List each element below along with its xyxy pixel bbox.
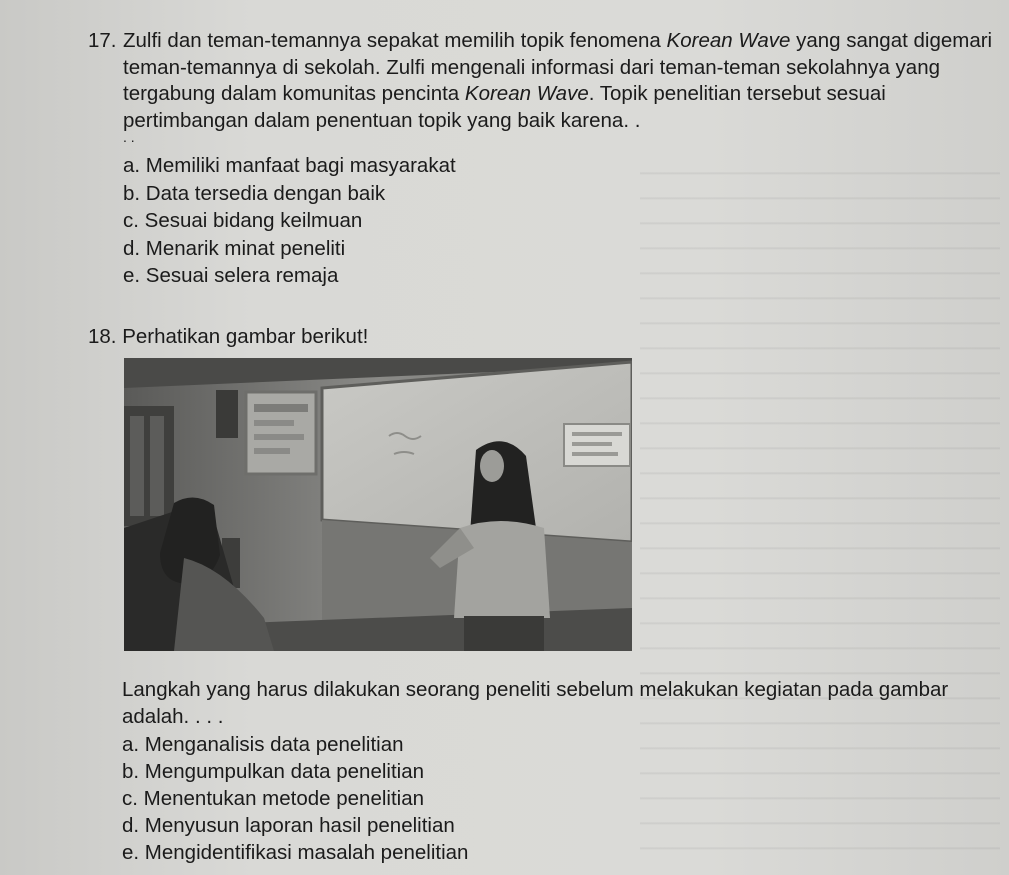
option-18-c[interactable]: c. Menentukan metode penelitian	[122, 787, 425, 810]
option-18-b[interactable]: b. Mengumpulkan data penelitian	[122, 760, 425, 783]
option-18-a[interactable]: a. Menganalisis data penelitian	[122, 733, 404, 756]
question-17-number: 17.	[88, 29, 117, 52]
question-17-stem: Zulfi dan teman-temannya sepakat memilih topik fenomena Korean Wave yang sangat digemari teman-temannya di sekolah. Zulfi mengenali informasi dari teman-teman sekolahnya yang tergabung dalam komunitas pencinta Korean Wave. Topik penelitian tersebut sesuai pertimbangan dalam penentuan topik yang baik karena. .	[123, 29, 993, 132]
option-17-d[interactable]: d. Menarik minat peneliti	[123, 236, 346, 260]
option-17-b[interactable]: b. Data tersedia dengan baik	[123, 181, 386, 205]
question-18-intro: Perhatikan gambar berikut!	[122, 325, 369, 348]
classroom-photo	[124, 358, 632, 651]
classroom-photo-illustration	[124, 358, 632, 651]
option-17-c[interactable]: c. Sesuai bidang keilmuan	[123, 209, 363, 232]
question-18-body	[122, 677, 992, 866]
question-18	[88, 324, 993, 351]
option-17-e[interactable]: e. Sesuai selera remaja	[123, 264, 339, 287]
question-17	[88, 28, 993, 290]
option-18-d[interactable]: d. Menyusun laporan hasil penelitian	[122, 814, 455, 837]
question-17-trailing-dots: . .	[123, 129, 135, 145]
option-17-a[interactable]: a. Memiliki manfaat bagi masyarakat	[123, 154, 456, 177]
option-18-e[interactable]: e. Mengidentifikasi masalah penelitian	[122, 841, 469, 864]
question-18-stem: Langkah yang harus dilakukan seorang peneliti sebelum melakukan kegiatan pada gambar adalah. . . .	[122, 678, 949, 728]
question-18-options	[122, 731, 992, 866]
question-18-number: 18.	[88, 325, 117, 348]
question-17-options	[123, 152, 993, 290]
